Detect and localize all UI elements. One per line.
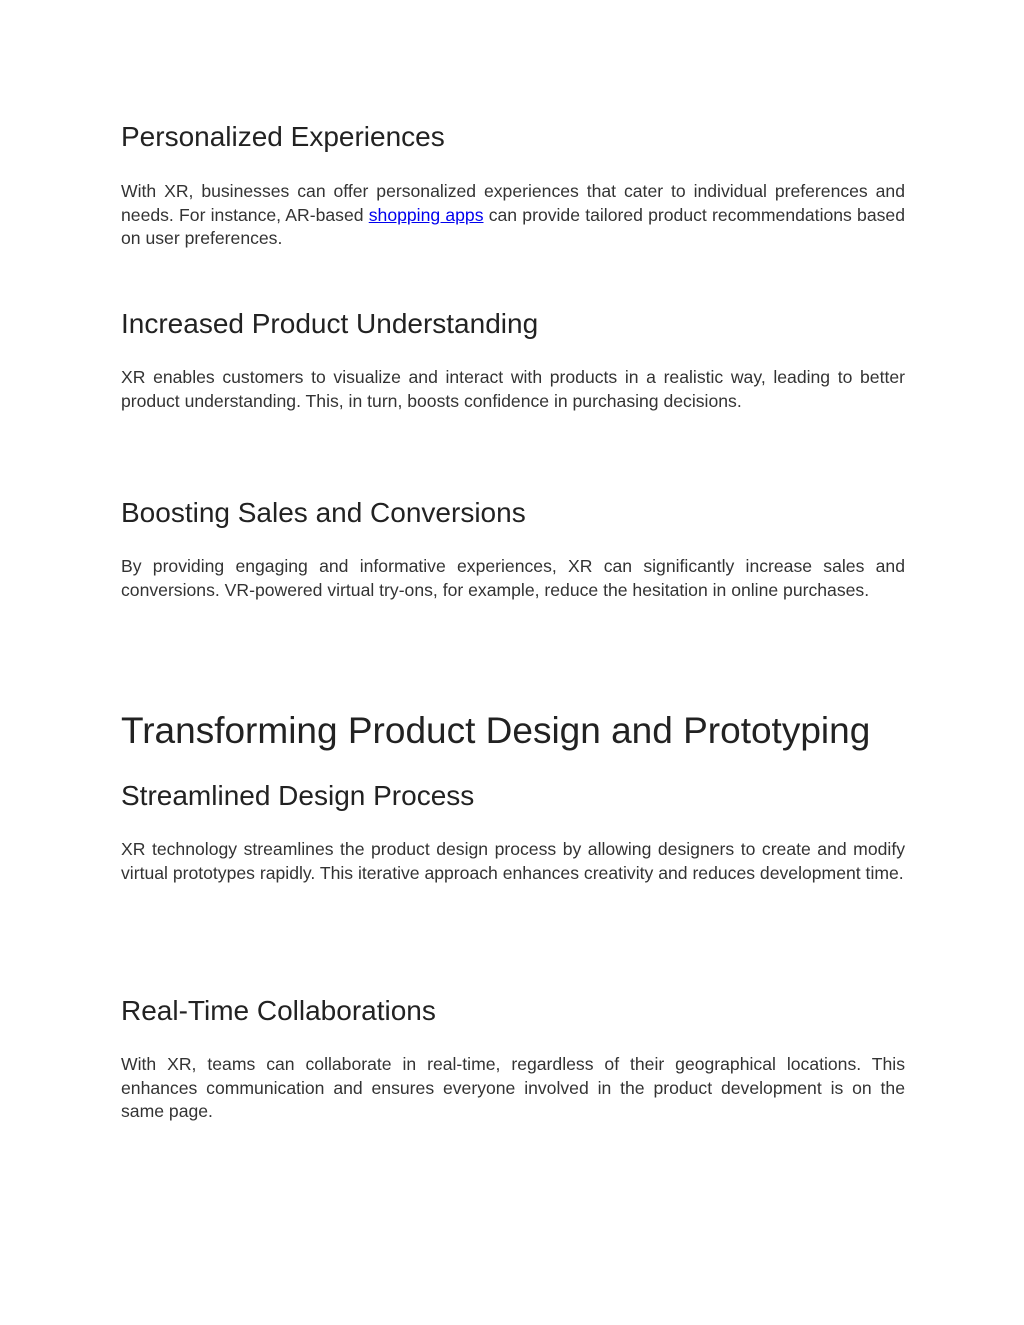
heading-real-time-collaborations: Real-Time Collaborations [121, 995, 436, 1026]
paragraph-boosting-sales-and-conversions: By providing engaging and informative experiences, XR can significantly increase sales and conversions. VR-powered virtual try-ons, for example, reduce the hesitation in online purchases. [121, 556, 905, 600]
paragraph-text-after-link: can provide tailored product recommendations based on user preferences. [121, 204, 905, 249]
paragraph-personalized-experiences [121, 180, 905, 251]
heading-increased-product-understanding: Increased Product Understanding [121, 308, 539, 339]
paragraph-real-time-collaborations: With XR, teams can collaborate in real-time, regardless of their geographical locations. This enhances communication and ensures everyone involved in the product development is on the same page. [121, 1054, 905, 1122]
paragraph-streamlined-design-process: XR technology streamlines the product design process by allowing designers to create and modify virtual prototypes rapidly. This iterative approach enhances creativity and reduces development time. [121, 839, 905, 883]
paragraph-text-before-link: With XR, businesses can offer personalized experiences that cater to individual preferences and needs. For instance, AR-based [121, 181, 905, 225]
heading-transforming-product-design: Transforming Product Design and Prototyping [121, 710, 871, 751]
heading-boosting-sales-and-conversions: Boosting Sales and Conversions [121, 497, 526, 528]
heading-personalized-experiences: Personalized Experiences [121, 121, 445, 152]
heading-streamlined-design-process: Streamlined Design Process [121, 780, 475, 811]
shopping-apps-link[interactable]: shopping apps [368, 204, 484, 225]
paragraph-increased-product-understanding: XR enables customers to visualize and interact with products in a realistic way, leading to better product understanding. This, in turn, boosts confidence in purchasing decisions. [121, 367, 905, 411]
